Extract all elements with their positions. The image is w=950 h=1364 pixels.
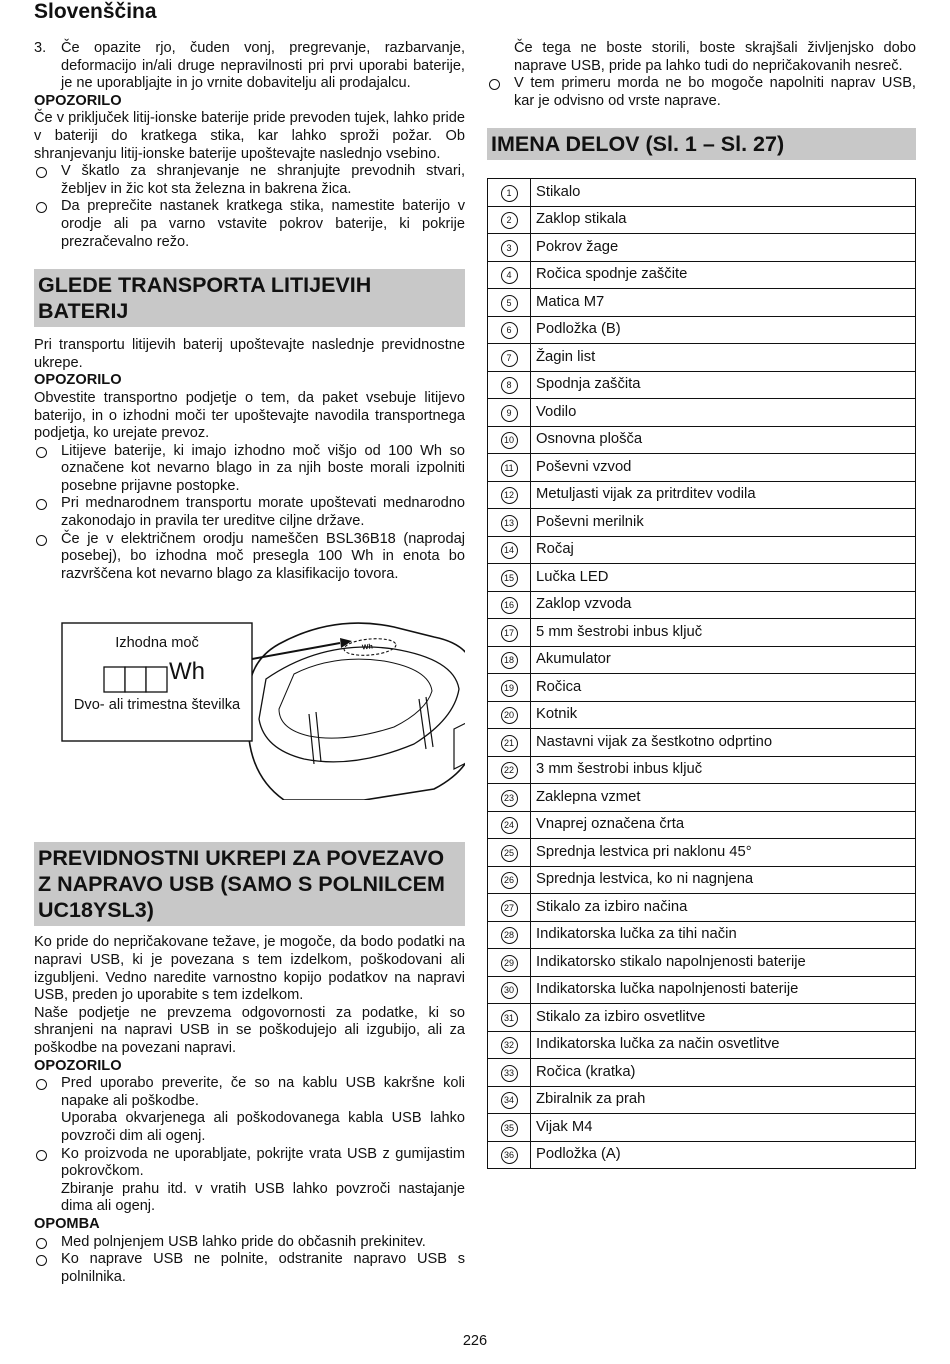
bullet-item: Ko proizvoda ne uporabljate, pokrijte vrata USB z gumijastim pokrovčkom.	[34, 1146, 465, 1181]
part-name: Spodnja zaščita	[531, 371, 916, 399]
bullet-continuation: Uporaba okvarjenega ali poškodovanega kabla USB lahko povzroči dim ali ogenj.	[61, 1110, 465, 1144]
part-number-cell	[488, 509, 531, 537]
part-name: Zbiralnik za prah	[531, 1086, 916, 1114]
part-number-cell	[488, 976, 531, 1004]
page-number: 226	[462, 1333, 488, 1349]
note-title: OPOMBA	[34, 1215, 100, 1232]
part-number-cell	[488, 289, 531, 317]
table-row	[488, 1031, 916, 1059]
part-number-cell	[488, 674, 531, 702]
table-row	[488, 866, 916, 894]
table-row	[488, 399, 916, 427]
part-number-cell	[488, 756, 531, 784]
language-title: Slovenščina	[34, 0, 157, 23]
part-number-cell	[488, 701, 531, 729]
bullet-item: V tem primeru morda ne bo mogoče napolniti naprav USB, kar je odvisno od vrste naprave.	[487, 75, 916, 110]
part-number-cell	[488, 234, 531, 262]
table-row	[488, 674, 916, 702]
table-row	[488, 1086, 916, 1114]
part-number: 12	[501, 487, 518, 504]
part-number: 24	[501, 817, 518, 834]
table-row	[488, 536, 916, 564]
part-number: 17	[501, 625, 518, 642]
bullet-item: Če je v električnem orodju nameščen BSL36B18 (naprodaj posebej), bo izhodna moč presegla 100 Wh in enota bo razvrščena kot nevarno blago za klasifikacijo tovora.	[34, 531, 465, 584]
part-number: 25	[501, 845, 518, 862]
part-number: 3	[501, 240, 518, 257]
table-row	[488, 344, 916, 372]
table-row	[488, 289, 916, 317]
part-number: 1	[501, 185, 518, 202]
part-number-cell	[488, 316, 531, 344]
battery-wh-mark: Wh	[361, 643, 374, 652]
table-row	[488, 619, 916, 647]
part-number-cell	[488, 371, 531, 399]
usb-paragraph: Ko pride do nepričakovane težave, je mogoče, da bodo podatki na napravi USB, ki je povezana s tem izdelkom, poškodovani ali izgubljeni. Vedno naredite varnostno kopijo podatkov na napravi USB, preden jo uporabite s tem izdelkom.	[34, 934, 465, 1004]
bullet-continuation: Zbiranje prahu itd. v vratih USB lahko povzroči nastajanje dima ali ogenj.	[61, 1180, 465, 1215]
part-number: 27	[501, 900, 518, 917]
part-name: Matica M7	[531, 289, 916, 317]
part-number: 8	[501, 377, 518, 394]
warning-title: OPOZORILO	[34, 92, 122, 109]
part-number: 15	[501, 570, 518, 587]
section-heading-usb: PREVIDNOSTNI UKREPI ZA POVEZAVO Z NAPRAVO USB (SAMO S POLNILCEM UC18YSL3)	[34, 842, 465, 926]
table-row	[488, 564, 916, 592]
part-number: 33	[501, 1065, 518, 1082]
part-name: Sprednja lestvica pri naklonu 45°	[531, 839, 916, 867]
table-row	[488, 591, 916, 619]
table-row	[488, 371, 916, 399]
table-row	[488, 976, 916, 1004]
part-number-cell	[488, 536, 531, 564]
part-number-cell	[488, 1004, 531, 1032]
bullet-item: Med polnjenjem USB lahko pride do občasnih prekinitev.	[34, 1234, 465, 1252]
table-row	[488, 261, 916, 289]
part-number: 18	[501, 652, 518, 669]
part-number: 14	[501, 542, 518, 559]
table-row	[488, 509, 916, 537]
part-number: 36	[501, 1147, 518, 1164]
part-number: 23	[501, 790, 518, 807]
part-number-cell	[488, 729, 531, 757]
part-number: 35	[501, 1120, 518, 1137]
section-heading-parts: IMENA DELOV (Sl. 1 – Sl. 27)	[487, 128, 916, 160]
part-number: 28	[501, 927, 518, 944]
part-name: Osnovna plošča	[531, 426, 916, 454]
usb-paragraph: Naše podjetje ne prevzema odgovornosti za podatke, ki so shranjeni na napravi USB in se poškodujejo ali izgubijo, ali za poškodbe na povezani napravi.	[34, 1004, 465, 1056]
part-name: Kotnik	[531, 701, 916, 729]
parts-table	[487, 178, 916, 1169]
figure-label-output: Izhodna moč	[115, 635, 199, 652]
part-number: 11	[501, 460, 518, 477]
part-number: 6	[501, 322, 518, 339]
bullet-item: Pred uporabo preverite, če so na kablu USB kakršne koli napake ali poškodbe.	[34, 1075, 465, 1110]
table-row	[488, 1004, 916, 1032]
part-number: 21	[501, 735, 518, 752]
table-row	[488, 454, 916, 482]
table-row	[488, 949, 916, 977]
part-number: 5	[501, 295, 518, 312]
part-number: 34	[501, 1092, 518, 1109]
part-number-cell	[488, 894, 531, 922]
part-number-cell	[488, 811, 531, 839]
part-name: Poševni vzvod	[531, 454, 916, 482]
part-name: Ročaj	[531, 536, 916, 564]
bullet-item: Pri mednarodnem transportu morate upoštevati mednarodno zakonodajo in pravila ter ureditve ciljne države.	[34, 495, 465, 530]
part-name: Metuljasti vijak za pritrditev vodila	[531, 481, 916, 509]
table-row	[488, 426, 916, 454]
table-row	[488, 316, 916, 344]
part-number: 30	[501, 982, 518, 999]
part-number-cell	[488, 481, 531, 509]
part-name: Indikatorska lučka napolnjenosti baterije	[531, 976, 916, 1004]
bullet-item: Litijeve baterije, ki imajo izhodno moč višjo od 100 Wh so označene kot nevarno blago in za njih boste morali izpolniti posebne prijavne postopke.	[34, 443, 465, 496]
part-number-cell	[488, 921, 531, 949]
table-row	[488, 756, 916, 784]
part-number: 31	[501, 1010, 518, 1027]
part-name: Ročica	[531, 674, 916, 702]
part-number-cell	[488, 591, 531, 619]
table-row	[488, 646, 916, 674]
part-name: Poševni merilnik	[531, 509, 916, 537]
table-row	[488, 784, 916, 812]
table-row	[488, 839, 916, 867]
section-heading-transport: GLEDE TRANSPORTA LITIJEVIH BATERIJ	[34, 269, 465, 327]
table-row	[488, 1141, 916, 1169]
continued-text: Če tega ne boste storili, boste skrajšali življenjsko dobo naprave USB, pride pa lahko tudi do nepričakovanih nesreč.	[514, 40, 916, 74]
bullet-item: V škatlo za shranjevanje ne shranjujte prevodnih stvari, žebljev in žic kot sta železna in bakrena žica.	[34, 163, 465, 198]
part-number-cell	[488, 399, 531, 427]
part-number-cell	[488, 206, 531, 234]
left-column	[34, 40, 465, 1286]
part-number-cell	[488, 1141, 531, 1169]
part-number-cell	[488, 344, 531, 372]
part-number-cell	[488, 1114, 531, 1142]
table-row	[488, 811, 916, 839]
part-name: Stikalo za izbiro osvetlitve	[531, 1004, 916, 1032]
part-number: 2	[501, 212, 518, 229]
part-number-cell	[488, 1086, 531, 1114]
battery-figure	[34, 619, 465, 800]
part-name: Akumulator	[531, 646, 916, 674]
table-row	[488, 701, 916, 729]
warning-text: Če v priključek litij-ionske baterije pride prevoden tujek, lahko pride v bateriji do kratkega stika, kar lahko sproži požar. Ob shranjevanju litij-ionske baterije upoštevajte naslednjo vsebino.	[34, 110, 465, 162]
table-row	[488, 729, 916, 757]
part-number: 10	[501, 432, 518, 449]
part-number-cell	[488, 949, 531, 977]
part-number-cell	[488, 261, 531, 289]
part-number-cell	[488, 646, 531, 674]
bullet-item: Ko naprave USB ne polnite, odstranite napravo USB s polnilnika.	[34, 1251, 465, 1286]
part-name: Vijak M4	[531, 1114, 916, 1142]
part-number: 29	[501, 955, 518, 972]
warning-title: OPOZORILO	[34, 372, 122, 389]
part-number-cell	[488, 784, 531, 812]
part-number-cell	[488, 454, 531, 482]
table-row	[488, 206, 916, 234]
part-number-cell	[488, 1031, 531, 1059]
part-name: Pokrov žage	[531, 234, 916, 262]
part-name: 5 mm šestrobi inbus ključ	[531, 619, 916, 647]
part-name: Podložka (A)	[531, 1141, 916, 1169]
part-name: Lučka LED	[531, 564, 916, 592]
transport-intro: Pri transportu litijevih baterij upoštevajte naslednje previdnostne ukrepe.	[34, 337, 465, 371]
item-number: 3.	[34, 40, 47, 56]
part-number: 9	[501, 405, 518, 422]
part-name: Ročica spodnje zaščite	[531, 261, 916, 289]
part-name: Stikalo za izbiro načina	[531, 894, 916, 922]
part-number-cell	[488, 866, 531, 894]
part-number-cell	[488, 179, 531, 207]
part-number: 20	[501, 707, 518, 724]
part-name: Podložka (B)	[531, 316, 916, 344]
part-name: Zaklepna vzmet	[531, 784, 916, 812]
part-number: 4	[501, 267, 518, 284]
warning-title: OPOZORILO	[34, 1057, 122, 1074]
item-text: Če opazite rjo, čuden vonj, pregrevanje, razbarvanje, deformacijo in/ali druge nepravilnosti pri prvi uporabi baterije, je ne uporabljajte in jo vrnite dobavitelju ali prodajalcu.	[61, 40, 465, 92]
part-name: Indikatorsko stikalo napolnjenosti baterije	[531, 949, 916, 977]
part-name: Sprednja lestvica, ko ni nagnjena	[531, 866, 916, 894]
warning-text: Obvestite transportno podjetje o tem, da paket vsebuje litijevo baterijo, in o izhodni moči ter upoštevajte navodila transportnega podjetja, ko urejate prevoz.	[34, 389, 465, 442]
table-row	[488, 894, 916, 922]
part-name: Vodilo	[531, 399, 916, 427]
table-row	[488, 481, 916, 509]
part-number-cell	[488, 564, 531, 592]
part-name: Indikatorska lučka za način osvetlitve	[531, 1031, 916, 1059]
part-number-cell	[488, 619, 531, 647]
part-name: Vnaprej označena črta	[531, 811, 916, 839]
figure-unit: Wh	[169, 658, 205, 686]
table-row	[488, 1114, 916, 1142]
figure-label-digits: Dvo- ali trimestna številka	[73, 697, 241, 714]
part-number: 32	[501, 1037, 518, 1054]
list-item-3	[34, 40, 465, 93]
part-number: 26	[501, 872, 518, 889]
part-name: 3 mm šestrobi inbus ključ	[531, 756, 916, 784]
part-name: Indikatorska lučka za tihi način	[531, 921, 916, 949]
part-number: 7	[501, 350, 518, 367]
part-number-cell	[488, 1059, 531, 1087]
part-name: Nastavni vijak za šestkotno odprtino	[531, 729, 916, 757]
part-number-cell	[488, 426, 531, 454]
part-name: Zaklop stikala	[531, 206, 916, 234]
table-row	[488, 921, 916, 949]
part-number: 22	[501, 762, 518, 779]
part-number-cell	[488, 839, 531, 867]
bullet-item: Da preprečite nastanek kratkega stika, namestite baterijo v orodje ali pa varno vstavite pokrov baterije, ki pokrije prezračevalno režo.	[34, 198, 465, 251]
part-name: Žagin list	[531, 344, 916, 372]
part-number: 16	[501, 597, 518, 614]
part-number: 19	[501, 680, 518, 697]
part-number: 13	[501, 515, 518, 532]
part-name: Zaklop vzvoda	[531, 591, 916, 619]
table-row	[488, 1059, 916, 1087]
table-row	[488, 234, 916, 262]
right-column	[487, 40, 916, 1169]
part-name: Ročica (kratka)	[531, 1059, 916, 1087]
part-name: Stikalo	[531, 179, 916, 207]
table-row	[488, 179, 916, 207]
